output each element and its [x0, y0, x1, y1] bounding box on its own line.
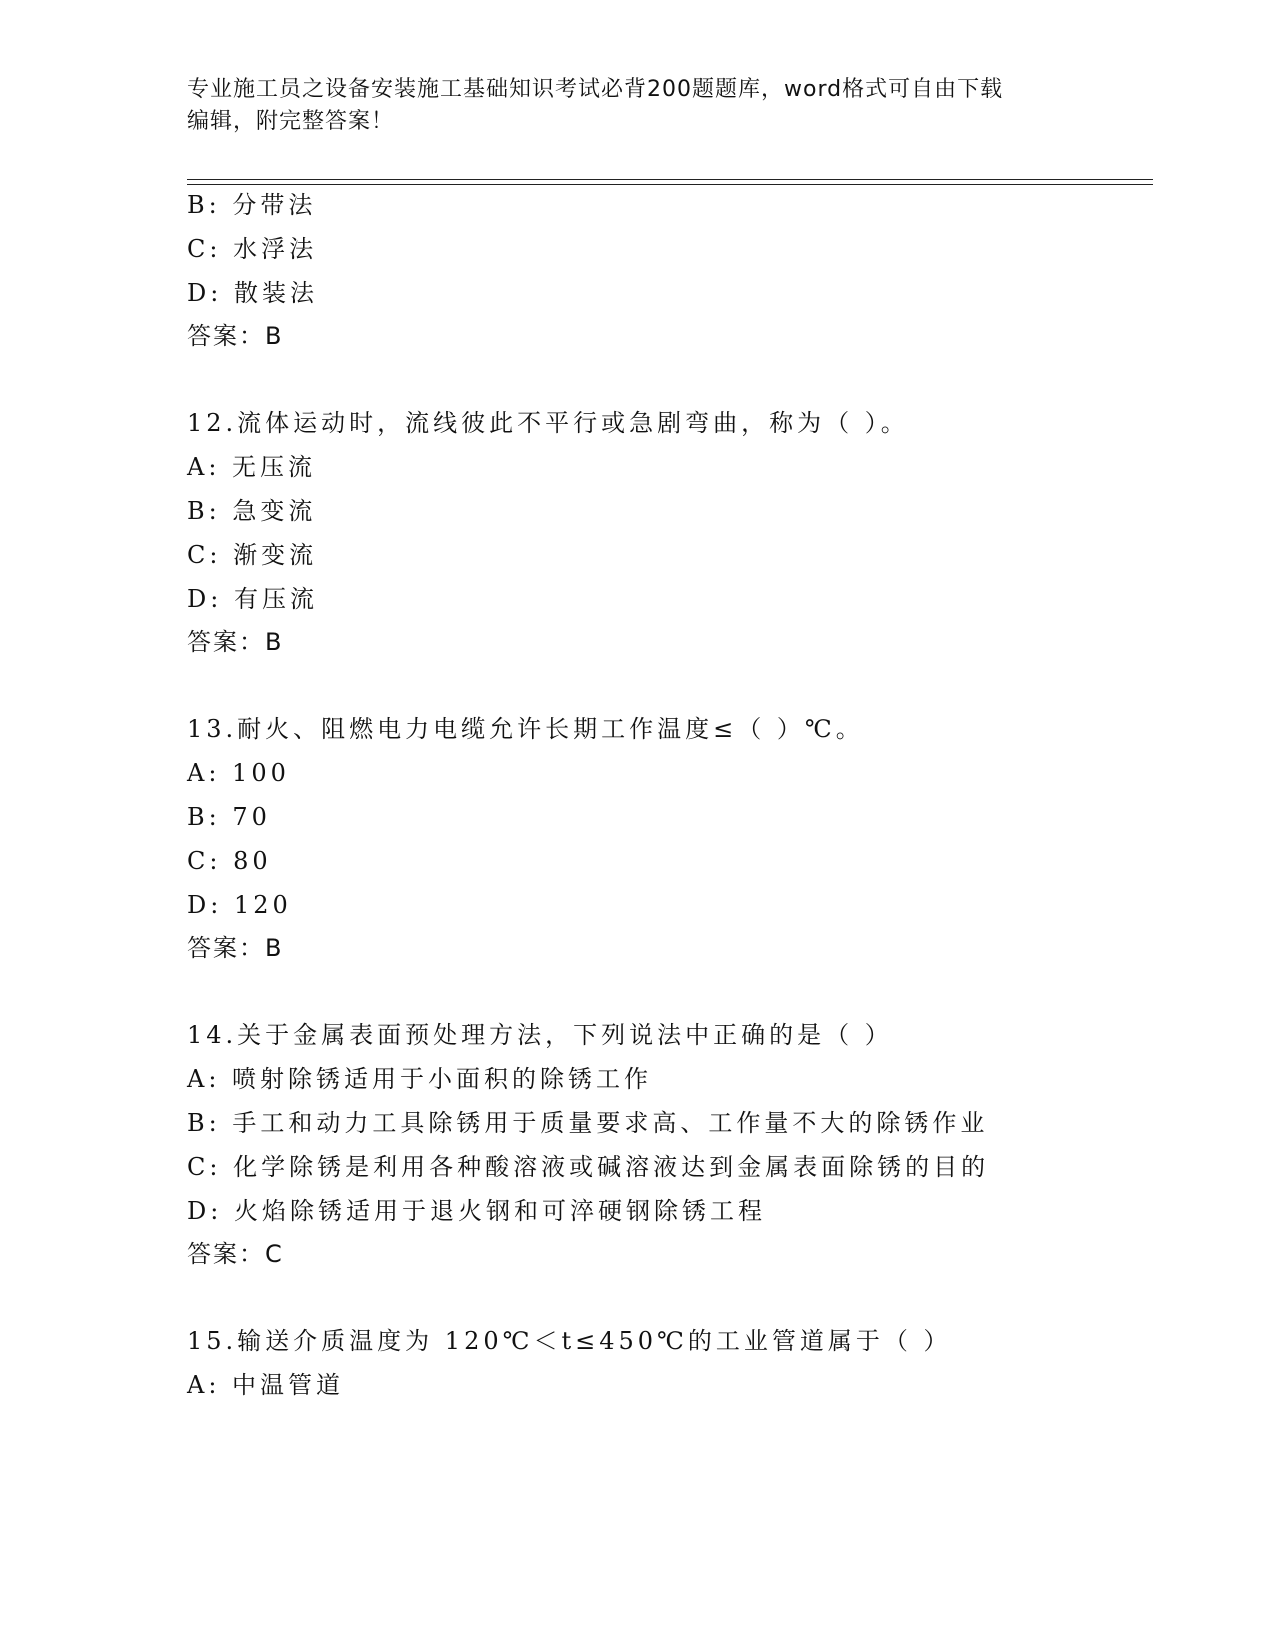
- q11-option-d: D: 散装法: [187, 279, 318, 307]
- q14-option-b: B: 手工和动力工具除锈用于质量要求高、工作量不大的除锈作业: [187, 1109, 989, 1137]
- header-title-line2: 编辑，附完整答案！: [187, 109, 395, 134]
- q11-option-b: B: 分带法: [187, 191, 317, 219]
- q11-option-c: C: 水浮法: [187, 235, 318, 263]
- document-header: [187, 74, 1087, 138]
- q14-question: 14.关于金属表面预处理方法，下列说法中正确的是（ ）: [187, 1021, 893, 1049]
- q12-question: 12.流体运动时，流线彼此不平行或急剧弯曲，称为（ ）。: [187, 409, 909, 437]
- q13-option-b: B: 70: [187, 803, 271, 831]
- q13-option-a: A: 100: [187, 759, 290, 787]
- q12-option-a: A: 无压流: [187, 453, 317, 481]
- header-divider-bottom: [187, 184, 1153, 185]
- q13-answer: 答案：B: [187, 934, 284, 962]
- q15-option-a: A: 中温管道: [187, 1371, 345, 1399]
- q14-option-d: D: 火焰除锈适用于退火钢和可淬硬钢除锈工程: [187, 1197, 766, 1225]
- q12-option-d: D: 有压流: [187, 585, 318, 613]
- q14-answer: 答案：C: [187, 1240, 284, 1268]
- header-divider-top: [187, 179, 1153, 180]
- q13-option-d: D: 120: [187, 891, 292, 919]
- header-title-line1: 专业施工员之设备安装施工基础知识考试必背200题题库，word格式可自由下载: [187, 77, 1004, 102]
- q12-answer: 答案：B: [187, 628, 284, 656]
- q12-option-c: C: 渐变流: [187, 541, 318, 569]
- q14-option-a: A: 喷射除锈适用于小面积的除锈工作: [187, 1065, 653, 1093]
- q11-answer: 答案：B: [187, 322, 284, 350]
- q13-question: 13.耐火、阻燃电力电缆允许长期工作温度≤（ ）℃。: [187, 715, 864, 743]
- q13-option-c: C: 80: [187, 847, 272, 875]
- q15-question: 15.输送介质温度为 120℃＜t≤450℃的工业管道属于（ ）: [187, 1327, 952, 1355]
- q12-option-b: B: 急变流: [187, 497, 317, 525]
- q14-option-c: C: 化学除锈是利用各种酸溶液或碱溶液达到金属表面除锈的目的: [187, 1153, 990, 1181]
